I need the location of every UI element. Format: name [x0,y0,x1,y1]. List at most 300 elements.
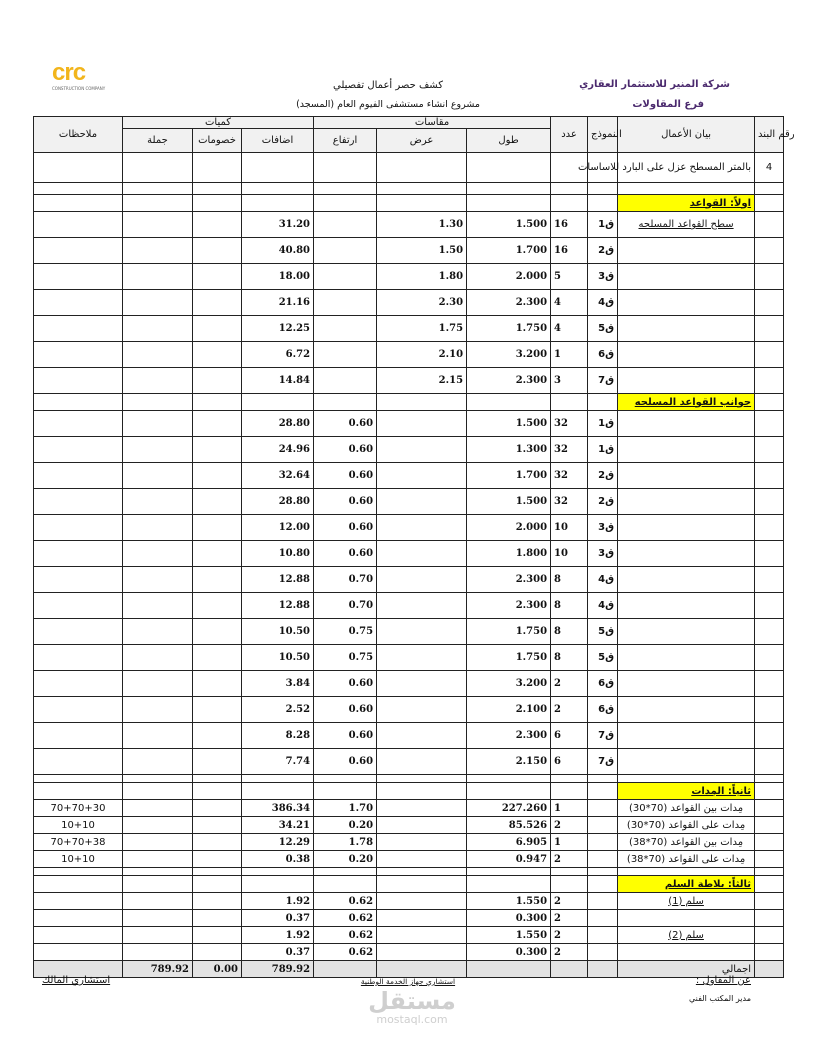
empty-cell [34,868,123,876]
count-cell: 2 [551,671,588,697]
width-cell [377,567,467,593]
note-cell [34,567,123,593]
length-cell: 0.947 [467,851,551,868]
total-cell [123,671,193,697]
height-cell: 0.60 [314,411,377,437]
total-additions: 789.92 [242,961,314,978]
empty-cell [618,868,755,876]
note-cell [34,645,123,671]
table-row [34,463,784,489]
length-cell: 6.905 [467,834,551,851]
empty-cell [755,961,784,978]
desc-cell [618,541,755,567]
count-cell: 10 [551,541,588,567]
item-cell [755,749,784,775]
empty-cell [242,775,314,783]
count-cell: 1 [551,800,588,817]
empty-cell [467,876,551,893]
col-dimensions: مقاسات [314,117,551,129]
empty-cell [242,394,314,411]
desc-cell [618,238,755,264]
deduction-cell [193,851,242,868]
header-row-1 [34,117,784,129]
empty-cell [242,183,314,195]
section-row-footing-sides [34,394,784,411]
table-row [34,834,784,851]
deduction-cell [193,723,242,749]
total-cell [123,316,193,342]
total-cell [123,489,193,515]
empty-cell [34,183,123,195]
item-cell [755,893,784,910]
desc-cell [618,264,755,290]
empty-cell [755,394,784,411]
model-cell: ق1 [588,411,618,437]
length-cell: 2.300 [467,593,551,619]
total-cell [123,723,193,749]
total-cell [123,264,193,290]
total-cell [123,411,193,437]
height-cell: 0.20 [314,817,377,834]
additions-cell: 28.80 [242,489,314,515]
table-row [34,723,784,749]
model-cell: ق5 [588,645,618,671]
count-cell: 2 [551,944,588,961]
consultant-label: استشاري جهاز الخدمة الوطنية [360,977,456,986]
total-cell [123,927,193,944]
additions-cell: 40.80 [242,238,314,264]
height-cell: 0.70 [314,567,377,593]
empty-cell [551,876,588,893]
item-cell [755,368,784,394]
col-model: النموذج [588,117,618,153]
table-row [34,515,784,541]
table-row [34,851,784,868]
deduction-cell [193,316,242,342]
count-cell: 32 [551,437,588,463]
length-cell: 3.200 [467,671,551,697]
length-cell: 2.000 [467,515,551,541]
deduction-cell [193,541,242,567]
note-cell [34,910,123,927]
width-cell [377,489,467,515]
total-cell [123,437,193,463]
total-cell [123,851,193,868]
deduction-cell [193,749,242,775]
model-cell: ق2 [588,463,618,489]
item-description: بالمتر المسطح عزل على البارد للاساسات [618,153,755,183]
empty-cell [755,775,784,783]
count-cell: 16 [551,238,588,264]
empty-cell [588,868,618,876]
item-row [34,153,784,183]
beam-description: مِدات على القواعد (70*30) [618,817,755,834]
empty-cell [34,394,123,411]
empty-cell [123,775,193,783]
deduction-cell [193,834,242,851]
count-cell: 2 [551,927,588,944]
width-cell [377,463,467,489]
table-row [34,212,784,238]
height-cell: 0.62 [314,927,377,944]
item-cell [755,264,784,290]
height-cell: 0.75 [314,645,377,671]
width-cell: 1.50 [377,238,467,264]
empty-cell [314,183,377,195]
length-cell: 1.550 [467,893,551,910]
width-cell: 1.80 [377,264,467,290]
contractor-label: عن المقاول : [695,975,751,986]
col-count: عدد [551,117,588,153]
desc-cell [618,411,755,437]
note-cell [34,212,123,238]
deduction-cell [193,290,242,316]
empty-cell [193,394,242,411]
width-cell [377,749,467,775]
empty-cell [377,195,467,212]
note-cell [34,515,123,541]
section-label: جوانب القواعد المسلحه [618,394,755,411]
empty-cell [467,394,551,411]
model-cell: ق5 [588,619,618,645]
note-cell: 10+10 [34,851,123,868]
model-cell: ق5 [588,316,618,342]
table-row [34,671,784,697]
empty-cell [377,961,467,978]
desc-cell [618,515,755,541]
model-cell: ق2 [588,489,618,515]
length-cell: 1.550 [467,927,551,944]
beam-description: مِدات بين القواعد (70*30) [618,800,755,817]
count-cell: 16 [551,212,588,238]
deduction-cell [193,411,242,437]
item-cell [755,834,784,851]
count-cell: 2 [551,893,588,910]
additions-cell: 10.80 [242,541,314,567]
additions-cell: 2.52 [242,697,314,723]
empty-cell [314,153,377,183]
empty-cell [193,195,242,212]
empty-cell [467,961,551,978]
table-row [34,619,784,645]
count-cell: 32 [551,489,588,515]
count-cell: 8 [551,619,588,645]
empty-cell [123,876,193,893]
height-cell: 0.60 [314,463,377,489]
owner-consultant-label: استشاري المالك [42,975,111,986]
empty-cell [123,195,193,212]
model-cell [588,817,618,834]
section-label: ثانياً: المِدات [618,783,755,800]
empty-cell [242,868,314,876]
total-cell [123,541,193,567]
empty-cell [467,868,551,876]
width-cell [377,411,467,437]
total-cell [123,342,193,368]
count-cell: 8 [551,593,588,619]
quantity-table [33,116,795,978]
width-cell: 2.15 [377,368,467,394]
section-label: اولاً: القواعد [618,195,755,212]
height-cell: 0.62 [314,893,377,910]
empty-cell [467,783,551,800]
empty-cell [242,153,314,183]
total-cell [123,515,193,541]
length-cell: 85.526 [467,817,551,834]
total-cell [123,645,193,671]
additions-cell: 24.96 [242,437,314,463]
item-cell [755,411,784,437]
desc-cell [618,437,755,463]
count-cell: 2 [551,851,588,868]
width-cell: 1.30 [377,212,467,238]
desc-cell [618,910,755,927]
desc-cell [618,368,755,394]
total-cell [123,368,193,394]
empty-cell [467,775,551,783]
desc-cell [618,316,755,342]
additions-cell: 28.80 [242,411,314,437]
height-cell [314,368,377,394]
beam-description: مِدات على القواعد (70*38) [618,851,755,868]
empty-cell [34,783,123,800]
deduction-cell [193,910,242,927]
beam-description: مِدات بين القواعد (70*38) [618,834,755,851]
length-cell: 1.700 [467,463,551,489]
note-cell [34,489,123,515]
section-row-beams [34,783,784,800]
deduction-cell [193,817,242,834]
width-cell [377,893,467,910]
deduction-cell [193,463,242,489]
empty-cell [242,876,314,893]
length-cell: 1.800 [467,541,551,567]
model-cell: ق3 [588,541,618,567]
additions-cell: 0.37 [242,910,314,927]
empty-cell [755,868,784,876]
desc-cell [618,463,755,489]
table-row [34,290,784,316]
empty-cell [377,153,467,183]
width-cell [377,723,467,749]
table-row [34,264,784,290]
additions-cell: 8.28 [242,723,314,749]
width-cell [377,834,467,851]
empty-cell [551,868,588,876]
count-cell: 1 [551,834,588,851]
height-cell: 0.60 [314,541,377,567]
desc-cell [618,697,755,723]
note-cell [34,368,123,394]
item-cell [755,800,784,817]
model-cell: ق7 [588,368,618,394]
empty-cell [377,783,467,800]
item-cell [755,851,784,868]
note-cell [34,723,123,749]
count-cell: 3 [551,368,588,394]
note-cell [34,593,123,619]
table-row [34,800,784,817]
stair-label: سلم (2) [618,927,755,944]
empty-cell [551,183,588,195]
model-cell: ق3 [588,264,618,290]
project-title: مشروع انشاء مستشفى الفيوم العام (المسجد) [296,99,480,110]
table-row [34,749,784,775]
total-cell [123,619,193,645]
model-cell: ق6 [588,697,618,723]
height-cell [314,212,377,238]
deduction-cell [193,567,242,593]
note-cell [34,749,123,775]
item-cell [755,593,784,619]
note-cell [34,697,123,723]
company-name: شركة المنير للاستثمار العقاري [579,79,730,90]
item-cell [755,619,784,645]
table-row [34,316,784,342]
empty-cell [123,394,193,411]
empty-cell [314,394,377,411]
additions-cell: 18.00 [242,264,314,290]
additions-cell: 0.38 [242,851,314,868]
additions-cell: 31.20 [242,212,314,238]
spacer-row [34,868,784,876]
empty-cell [755,876,784,893]
item-cell [755,910,784,927]
model-cell [588,834,618,851]
deduction-cell [193,645,242,671]
count-cell: 6 [551,749,588,775]
deduction-cell [193,368,242,394]
item-cell [755,567,784,593]
width-cell [377,851,467,868]
empty-cell [467,153,551,183]
desc-cell [618,290,755,316]
col-height: ارتفاع [314,129,377,153]
width-cell [377,593,467,619]
additions-cell: 14.84 [242,368,314,394]
total-label: اجمالي [618,961,755,978]
width-cell [377,645,467,671]
additions-cell: 10.50 [242,619,314,645]
watermark-url: mostaql.com [376,1013,448,1026]
col-description: بيان الأعمال [618,117,755,153]
note-cell [34,238,123,264]
total-cell [123,238,193,264]
width-cell [377,817,467,834]
section-row-footings [34,195,784,212]
model-cell [588,927,618,944]
empty-cell [34,153,123,183]
deduction-cell [193,927,242,944]
note-cell: 10+10 [34,817,123,834]
height-cell: 0.60 [314,723,377,749]
deduction-cell [193,619,242,645]
width-cell [377,437,467,463]
item-cell [755,817,784,834]
table-row [34,910,784,927]
note-cell [34,671,123,697]
table-row [34,645,784,671]
length-cell: 0.300 [467,910,551,927]
empty-cell [618,775,755,783]
table-row [34,489,784,515]
count-cell: 32 [551,411,588,437]
additions-cell: 1.92 [242,927,314,944]
empty-cell [314,775,377,783]
height-cell [314,316,377,342]
count-cell: 2 [551,697,588,723]
length-cell: 2.000 [467,264,551,290]
length-cell: 1.500 [467,212,551,238]
model-cell: ق7 [588,723,618,749]
width-cell [377,515,467,541]
total-cell [123,593,193,619]
note-cell [34,541,123,567]
table-row [34,817,784,834]
width-cell [377,697,467,723]
empty-cell [314,783,377,800]
deduction-cell [193,697,242,723]
empty-cell [377,183,467,195]
empty-cell [588,783,618,800]
empty-cell [34,876,123,893]
additions-cell: 12.88 [242,567,314,593]
count-cell: 2 [551,817,588,834]
empty-cell [755,195,784,212]
empty-cell [551,775,588,783]
deduction-cell [193,342,242,368]
empty-cell [193,876,242,893]
note-cell [34,927,123,944]
length-cell: 2.300 [467,368,551,394]
empty-cell [34,775,123,783]
empty-cell [123,183,193,195]
height-cell [314,290,377,316]
length-cell: 2.300 [467,567,551,593]
note-cell: 70+70+38 [34,834,123,851]
width-cell [377,944,467,961]
additions-cell: 12.00 [242,515,314,541]
height-cell: 0.20 [314,851,377,868]
empty-cell [123,783,193,800]
model-cell: ق1 [588,212,618,238]
model-cell: ق4 [588,567,618,593]
length-cell: 3.200 [467,342,551,368]
item-cell [755,290,784,316]
item-cell [755,342,784,368]
empty-cell [755,783,784,800]
total-cell [123,910,193,927]
empty-cell [467,195,551,212]
height-cell [314,342,377,368]
subsection-label: سطح القواعد المسلحه [618,212,755,238]
desc-cell [618,619,755,645]
additions-cell: 3.84 [242,671,314,697]
model-cell: ق6 [588,671,618,697]
height-cell: 0.62 [314,944,377,961]
height-cell: 0.62 [314,910,377,927]
empty-cell [193,153,242,183]
length-cell: 1.500 [467,489,551,515]
empty-cell [123,153,193,183]
count-cell: 8 [551,645,588,671]
desc-cell [618,749,755,775]
item-cell [755,515,784,541]
length-cell: 1.750 [467,645,551,671]
document-title: كشف حصر أعمال تفصيلي [333,80,443,91]
empty-cell [551,961,588,978]
empty-cell [242,195,314,212]
